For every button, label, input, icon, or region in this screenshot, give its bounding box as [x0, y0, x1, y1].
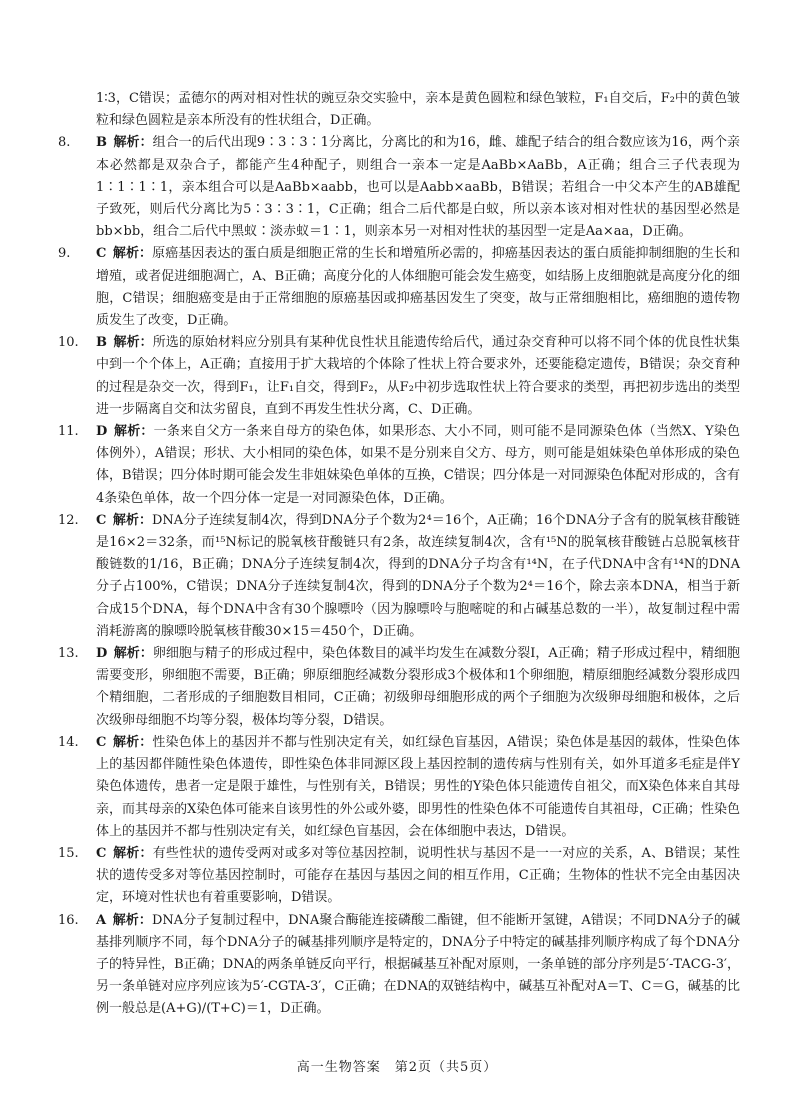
answer-letter: C — [96, 734, 107, 750]
answer-list — [58, 132, 740, 1020]
answer-letter: A — [96, 912, 107, 928]
answer-item — [58, 643, 740, 732]
analysis-text: 一条来自父方一条来自母方的染色体，如果形态、大小不同，则可能不是同源染色体（当然X、Y染色体例外），A错误；形状、大小相同的染色体，如果不是分别来自父方、母方，则可能是姐妹染色单体形成的染色体，B错误；四分体时期可能会发生非姐妹染色单体的互换，C错误；四分体是一对同源染色体配对形成的，含有4条染色单体，故一个四分体一定是一对同源染色体，D正确。 — [96, 424, 740, 506]
analysis-text: 组合一的后代出现9∶3∶3∶1分离比，分离比的和为16，雌、雄配子结合的组合数应该为16，两个亲本必然都是双杂合子，都能产生4种配子，则组合一亲本一定是AaBb×AaBb，A正确；组合三子代表现为1∶1∶1∶1，亲本组合可以是AaBb×aabb，也可以是Aabb×aaBb，B错误；若组合一中父本产生的AB雄配子致死，则后代分离比为5∶3∶3∶1，C正确；组合二后代都是白蚁，所以亲本该对相对性状的基因型必然是bb×bb，组合二后代中黑蚁∶淡赤蚁＝1∶1，则亲本另一对相对性状的基因型一定是Aa×aa，D正确。 — [96, 135, 740, 240]
analysis-text: 所选的原始材料应分别具有某种优良性状且能遗传给后代，通过杂交育种可以将不同个体的优良性状集中到一个个体上，A正确；直接用于扩大栽培的个体除了性状上符合要求外，还要能稳定遗传，B错误；杂交育种的过程是杂交一次，得到F₁，让F₁自交，得到F₂，从F₂中初步选取性状上符合要求的类型，再把初步选出的类型进一步隔离自交和汰劣留良，直到不再发生性状分离，C、D正确。 — [96, 335, 740, 417]
answer-item — [58, 843, 740, 910]
analysis-label: 解析： — [112, 512, 152, 528]
question-number: 9. — [58, 246, 71, 262]
page-footer: 高一生物答案 第2页（共5页） — [296, 1060, 498, 1075]
answer-item — [58, 732, 740, 843]
analysis-text: 有些性状的遗传受两对或多对等位基因控制，说明性状与基因不是一一对应的关系，A、B错误；某性状的遗传受多对等位基因控制时，可能存在基因与基因之间的相互作用，C正确；生物体的性状不完全由基因决定，环境对性状也有着重要影响，D错误。 — [96, 845, 740, 906]
answer-letter: B — [96, 335, 107, 351]
analysis-label: 解析： — [112, 734, 153, 750]
answer-item — [58, 243, 740, 332]
analysis-label: 解析： — [113, 424, 154, 440]
analysis-label: 解析： — [113, 646, 153, 662]
question-number: 15. — [58, 845, 79, 861]
analysis-label: 解析： — [112, 246, 153, 262]
question-number: 14. — [58, 734, 79, 750]
answer-letter: B — [96, 135, 107, 151]
answer-letter: D — [96, 424, 108, 440]
question-number: 8. — [58, 135, 71, 151]
answer-item — [58, 132, 740, 243]
question-number: 11. — [58, 424, 79, 440]
answer-letter: C — [96, 246, 107, 262]
question-number: 12. — [58, 512, 79, 528]
analysis-text: 原癌基因表达的蛋白质是细胞正常的生长和增殖所必需的，抑癌基因表达的蛋白质能抑制细胞的生长和增殖，或者促进细胞凋亡，A、B正确；高度分化的人体细胞可能会发生癌变，如结肠上皮细胞就是高度分化的细胞，C错误；细胞癌变是由于正常细胞的原癌基因或抑癌基因发生了突变，故与正常细胞相比，癌细胞的遗传物质发生了改变，D正确。 — [96, 246, 740, 329]
analysis-text: 性染色体上的基因并不都与性别决定有关，如红绿色盲基因，A错误；染色体是基因的载体，性染色体上的基因都伴随性染色体遗传，即性染色体非同源区段上基因控制的遗传病与性别有关，如外耳道多毛症是伴Y染色体遗传，患者一定是限于雄性，与性别有关，B错误；男性的Y染色体只能遗传自祖父，而X染色体来自其母亲，而其母亲的X染色体可能来自该男性的外公或外婆，即男性的性染色体不可能遗传自其祖母，C正确；性染色体上的基因并不都与性别决定有关，如红绿色盲基因，会在体细胞中表达，D错误。 — [96, 734, 740, 839]
answer-item — [58, 510, 740, 643]
analysis-label: 解析： — [113, 135, 153, 151]
analysis-label: 解析： — [112, 845, 153, 861]
question-number: 13. — [58, 646, 79, 662]
analysis-text: DNA分子复制过程中，DNA聚合酶能连接磷酸二酯键，但不能断开氢键，A错误；不同DNA分子的碱基排列顺序不同，每个DNA分子的碱基排列顺序是特定的，DNA分子中特定的碱基排列顺序构成了每个DNA分子的特异性，B正确；DNA的两条单链反向平行，根据碱基互补配对原则，一条单链的部分序列是5′-TACG-3′，另一条单链对应序列应该为5′-CGTA-3′，C正确；在DNA的双链结构中，碱基互补配对A＝T、C＝G，碱基的比例一般总是(A+G)/(T+C)＝1，D正确。 — [96, 912, 740, 1017]
analysis-label: 解析： — [113, 335, 153, 351]
answer-item — [58, 421, 740, 510]
answer-letter: D — [96, 646, 108, 662]
answer-item — [58, 332, 740, 421]
answer-letter: C — [96, 845, 107, 861]
answer-letter: C — [96, 512, 107, 528]
question-number: 10. — [58, 335, 79, 351]
analysis-text: 卵细胞与精子的形成过程中，染色体数目的减半均发生在减数分裂Ⅰ，A正确；精子形成过程中，精细胞需要变形，卵细胞不需要，B正确；卵原细胞经减数分裂形成3个极体和1个卵细胞，精原细胞经减数分裂形成四个精细胞，二者形成的子细胞数目相同，C正确；初级卵母细胞形成的两个子细胞为次级卵母细胞和极体，之后次级卵母细胞不均等分裂，极体均等分裂，D错误。 — [96, 646, 740, 728]
answer-content — [58, 88, 740, 1021]
question-number: 16. — [58, 912, 79, 928]
continuation-paragraph: 1∶3，C错误；孟德尔的两对相对性状的豌豆杂交实验中，亲本是黄色圆粒和绿色皱粒，F₁自交后，F₂中的黄色皱粒和绿色圆粒是亲本所没有的性状组合，D正确。 — [96, 91, 740, 129]
analysis-label: 解析： — [112, 912, 152, 928]
analysis-text: DNA分子连续复制4次，得到DNA分子个数为2⁴＝16个，A正确；16个DNA分子含有的脱氧核苷酸链是16×2＝32条，而¹⁵N标记的脱氧核苷酸链只有2条，故连续复制4次，含有¹⁵N的脱氧核苷酸链占总脱氧核苷酸链数的1/16，B正确；DNA分子连续复制4次，得到的DNA分子均含有¹⁴N，在子代DNA中含有¹⁴N的DNA分子占100%，C错误；DNA分子连续复制4次，得到的DNA分子个数为2⁴＝16个，除去亲本DNA，相当于新合成15个DNA，每个DNA中含有30个腺嘌呤（因为腺嘌呤与胞嘧啶的和占碱基总数的一半），故复制过程中需消耗游离的腺嘌呤脱氧核苷酸30×15＝450个，D正确。 — [96, 512, 740, 639]
answer-item — [58, 910, 740, 1021]
